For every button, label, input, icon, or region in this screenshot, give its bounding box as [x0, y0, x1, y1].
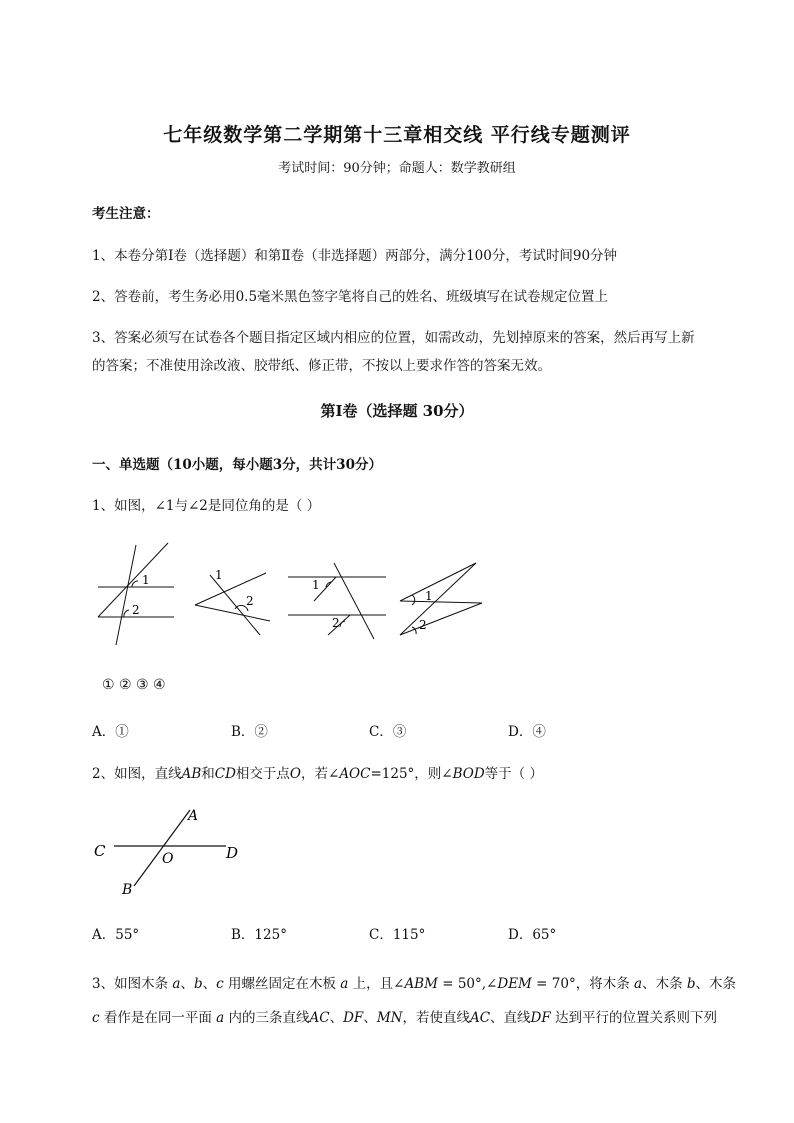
part-heading: 一、单选题（10小题，每小题3分，共计30分）	[92, 457, 382, 473]
notice-item-3: 3、答案必须写在试卷各个题目指定区域内相应的位置，如需改动，先划掉原来的答案，然后再写上新	[92, 330, 695, 346]
label-C: C	[94, 842, 106, 860]
notice-item-3-cont: 的答案；不准使用涂改液、胶带纸、修正带，不按以上要求作答的答案无效。	[92, 358, 551, 374]
fig4-angle-1: 1	[425, 589, 433, 603]
q1-option-d[interactable]: D．④	[508, 724, 546, 740]
label-B: B	[122, 882, 133, 898]
label-D: D	[226, 844, 239, 862]
question-2-figure	[88, 800, 258, 900]
fig3-angle-2: 2	[332, 616, 340, 630]
q2-option-a[interactable]: A．55°	[92, 927, 140, 943]
q2-option-d[interactable]: D．65°	[508, 927, 557, 943]
notice-item-1: 1、本卷分第I卷（选择题）和第Ⅱ卷（非选择题）两部分，满分100分，考试时间90分钟	[92, 248, 618, 264]
question-3-line-2: c 看作是在同一平面 a 内的三条直线AC、DF、MN，若使直线AC、直线DF 达到平行的位置关系则下列	[92, 1010, 718, 1026]
question-1-figures	[90, 535, 490, 655]
label-O: O	[162, 851, 174, 867]
page-title: 七年级数学第二学期第十三章相交线 平行线专题测评	[163, 124, 631, 146]
label-A: A	[188, 808, 199, 824]
q2-option-c[interactable]: C．115°	[369, 927, 426, 943]
fig2-angle-2: 2	[246, 594, 254, 608]
figure-caption: ① ② ③ ④	[102, 677, 166, 693]
figure-1	[98, 543, 174, 645]
q1-option-c[interactable]: C．③	[369, 724, 407, 740]
q2-option-b[interactable]: B．125°	[231, 927, 287, 943]
fig4-angle-2: 2	[419, 618, 427, 632]
figure-2	[195, 573, 270, 635]
fig1-angle-2: 2	[132, 603, 140, 617]
fig3-angle-1: 1	[312, 578, 320, 592]
fig2-angle-1: 1	[215, 568, 223, 582]
figure-4	[400, 563, 482, 635]
question-2-stem: 2、如图，直线AB和CD相交于点O，若∠AOC=125°，则∠BOD等于（ ）	[92, 766, 543, 782]
notice-item-2: 2、答卷前，考生务必用0.5毫米黑色签字笔将自己的姓名、班级填写在试卷规定位置上	[92, 289, 609, 305]
fig1-angle-1: 1	[142, 573, 150, 587]
section-title: 第I卷（选择题 30分）	[320, 402, 474, 420]
notice-heading: 考生注意：	[92, 206, 160, 222]
q1-option-b[interactable]: B．②	[231, 724, 268, 740]
question-1-stem: 1、如图，∠1与∠2是同位角的是（ ）	[92, 498, 321, 514]
question-3-line-1: 3、如图木条 a、b、c 用螺丝固定在木板 a 上，且∠ABM = 50°,∠DEM = 70°，将木条 a、木条 b、木条	[92, 976, 737, 992]
q1-option-a[interactable]: A．①	[92, 724, 129, 740]
exam-info: 考试时间：90分钟；命题人：数学教研组	[278, 161, 516, 176]
